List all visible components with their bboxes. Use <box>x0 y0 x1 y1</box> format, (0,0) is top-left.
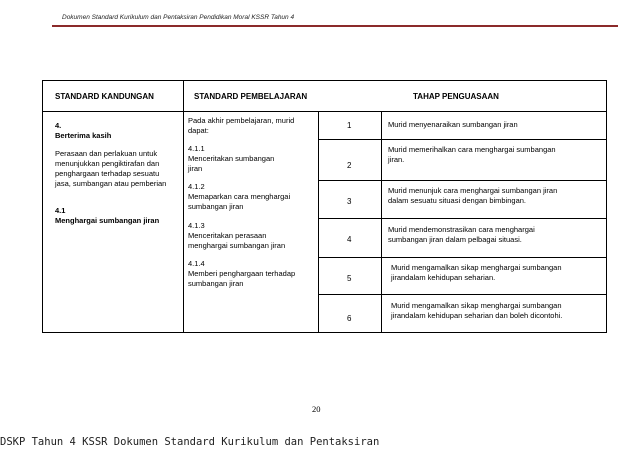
kandungan-desc-line: menunjukkan pengiktirafan dan <box>55 159 160 168</box>
level-number: 5 <box>347 274 352 283</box>
document-header-title: Dokumen Standard Kurikulum dan Pentaksiran Pendidikan Moral KSSR Tahun 4 <box>62 14 295 21</box>
row-divider <box>318 218 607 219</box>
pembelajaran-item-line: Menceritakan sumbangan <box>188 154 275 163</box>
kandungan-desc-line: penghargaan terhadap sesuatu <box>55 169 160 178</box>
column-divider <box>183 81 184 333</box>
level-number: 6 <box>347 314 352 323</box>
level-description: dalam sesuatu situasi dengan bimbingan. <box>388 196 527 205</box>
pembelajaran-item-line: sumbangan jiran <box>188 279 244 288</box>
row-divider <box>318 180 607 181</box>
row-divider <box>318 294 607 295</box>
row-divider <box>318 139 607 140</box>
kandungan-desc-line: Perasaan dan perlakuan untuk <box>55 149 158 158</box>
level-description: Murid memerihalkan cara menghargai sumbangan <box>388 145 556 154</box>
level-description: jirandalam kehidupan seharian. <box>391 273 496 282</box>
level-number: 4 <box>347 235 352 244</box>
table-header-row <box>43 81 606 112</box>
column-divider <box>381 112 382 333</box>
pembelajaran-item-line: sumbangan jiran <box>188 202 244 211</box>
pembelajaran-item-number: 4.1.2 <box>188 182 205 191</box>
pembelajaran-item-line: jiran <box>188 164 203 173</box>
level-description: Murid mendemonstrasikan cara menghargai <box>388 225 535 234</box>
standards-table <box>42 80 607 333</box>
pembelajaran-item-number: 4.1.4 <box>188 259 205 268</box>
level-description: Murid mengamalkan sikap menghargai sumbangan <box>391 301 562 310</box>
level-description: jiran. <box>388 155 405 164</box>
level-description: sumbangan jiran dalam pelbagai situasi. <box>388 235 522 244</box>
header-tahap-penguasaan: TAHAP PENGUASAAN <box>413 92 499 101</box>
level-description: Murid mengamalkan sikap menghargai sumbangan <box>391 263 562 272</box>
pembelajaran-item-line: Menceritakan perasaan <box>188 231 267 240</box>
level-description: Murid menunjuk cara menghargai sumbangan jiran <box>388 186 558 195</box>
pembelajaran-item-line: Memaparkan cara menghargai <box>188 192 291 201</box>
pembelajaran-item-number: 4.1.3 <box>188 221 205 230</box>
level-description: Murid menyenaraikan sumbangan jiran <box>388 120 518 129</box>
level-number: 1 <box>347 121 352 130</box>
document-footer: DSKP Tahun 4 KSSR Dokumen Standard Kurikulum dan Pentaksiran <box>0 436 380 448</box>
header-standard-kandungan: STANDARD KANDUNGAN <box>55 92 154 101</box>
pembelajaran-item-line: menghargai sumbangan jiran <box>188 241 286 250</box>
kandungan-sub-title: Menghargai sumbangan jiran <box>55 216 160 225</box>
level-description: jirandalam kehidupan seharian dan boleh dicontohi. <box>391 311 563 320</box>
kandungan-sub-number: 4.1 <box>55 206 66 215</box>
column-divider <box>318 112 319 333</box>
pembelajaran-item-number: 4.1.1 <box>188 144 205 153</box>
pembelajaran-intro-line: Pada akhir pembelajaran, murid <box>188 116 295 125</box>
header-standard-pembelajaran: STANDARD PEMBELAJARAN <box>194 92 308 101</box>
kandungan-title: Berterima kasih <box>55 131 112 140</box>
level-number: 2 <box>347 161 352 170</box>
pembelajaran-item-line: Memberi penghargaan terhadap <box>188 269 296 278</box>
page-number: 20 <box>312 404 321 414</box>
row-divider <box>318 257 607 258</box>
pembelajaran-intro-line: dapat: <box>188 126 209 135</box>
header-divider <box>52 25 618 27</box>
kandungan-number: 4. <box>55 121 62 130</box>
level-number: 3 <box>347 197 352 206</box>
kandungan-desc-line: jasa, sumbangan atau pemberian <box>55 179 167 188</box>
